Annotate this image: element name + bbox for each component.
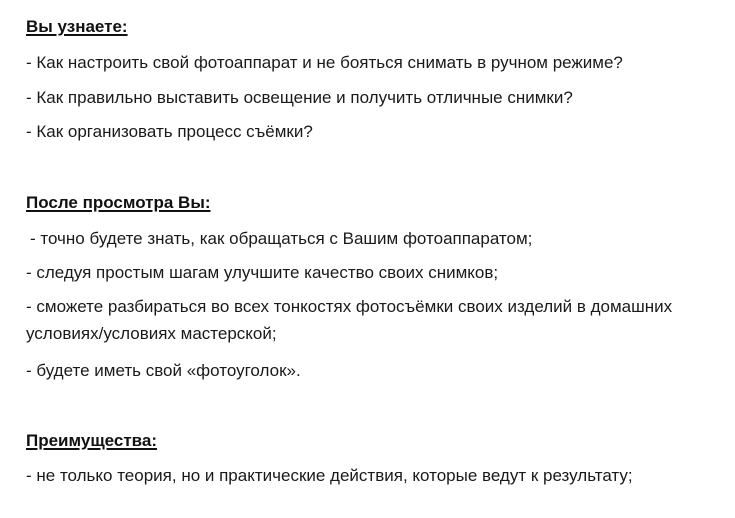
list-item: - Как настроить свой фотоаппарат и не бояться снимать в ручном режиме? xyxy=(26,53,623,72)
list-item: - точно будете знать, как обращаться с Вашим фотоаппаратом; xyxy=(30,229,533,248)
list-item: - не только теория, но и практические действия, которые ведут к результату; xyxy=(26,466,633,485)
section-heading-after-viewing: После просмотра Вы: xyxy=(26,193,211,212)
list-item: - Как организовать процесс съёмки? xyxy=(26,122,313,141)
list-item: - следуя простым шагам улучшите качество своих снимков; xyxy=(26,263,499,282)
section-heading-learn: Вы узнаете: xyxy=(26,17,128,36)
list-item: - сможете разбираться во всех тонкостях фотосъёмки своих изделий в домашних xyxy=(26,297,673,316)
list-item-continuation: условиях/условиях мастерской; xyxy=(26,324,277,343)
list-item: - Как правильно выставить освещение и получить отличные снимки? xyxy=(26,88,573,107)
section-heading-advantages: Преимущества: xyxy=(26,431,158,450)
list-item: - будете иметь свой «фотоуголок». xyxy=(26,361,301,380)
